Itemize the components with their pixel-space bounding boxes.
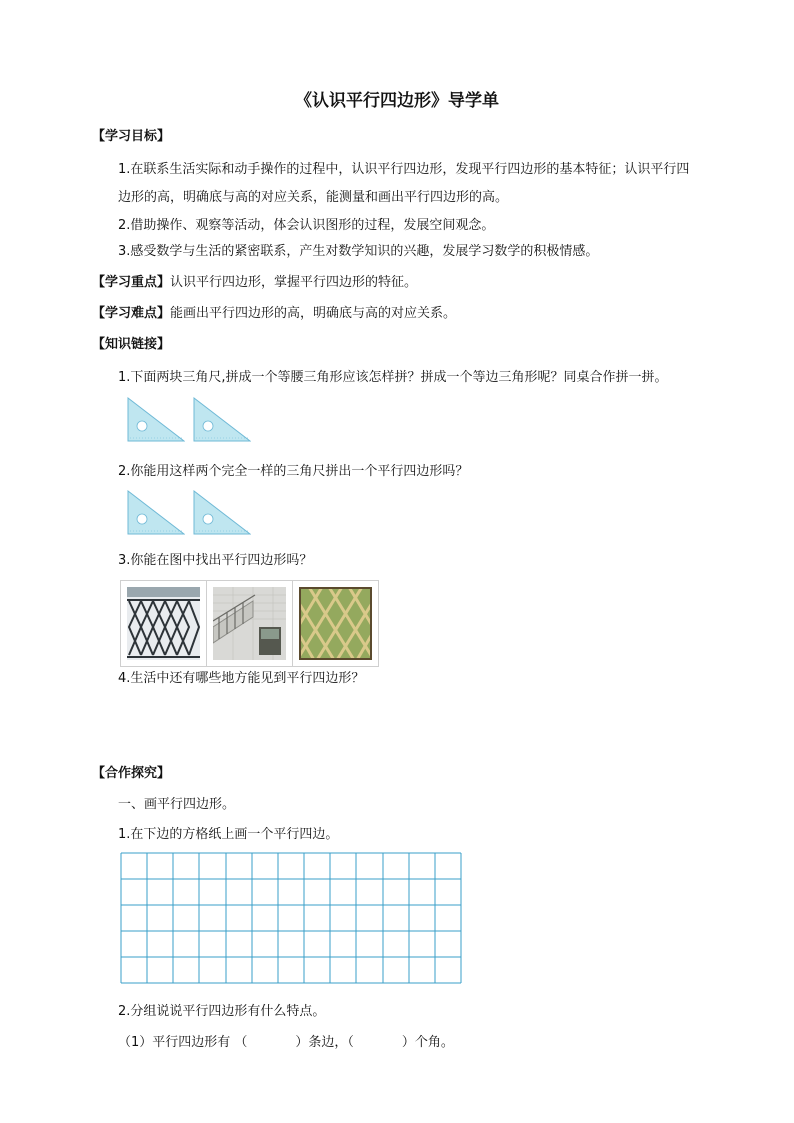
fill-part-c: ）个角。 bbox=[401, 1035, 454, 1050]
goal-3: 3.感受数学与生活的紧密联系，产生对数学知识的兴趣，发展学习数学的积极情感。 bbox=[118, 244, 599, 259]
key-point bbox=[92, 271, 417, 290]
goal-1-line-1: 1.在联系生活实际和动手操作的过程中，认识平行四边形，发现平行四边形的基本特征；认识平行四 bbox=[118, 162, 690, 177]
goal-1-line-2: 边形的高，明确底与高的对应关系，能测量和画出平行四边形的高。 bbox=[118, 190, 509, 205]
links-heading: 【知识链接】 bbox=[92, 337, 171, 352]
photo-folding-gate bbox=[120, 580, 207, 667]
fill-in-sentence bbox=[118, 1031, 454, 1050]
question-4: 4.生活中还有哪些地方能见到平行四边形？ bbox=[118, 671, 365, 686]
question-3: 3.你能在图中找出平行四边形吗？ bbox=[118, 553, 313, 568]
goals-heading: 【学习目标】 bbox=[92, 129, 171, 144]
difficulty-label: 【学习难点】 bbox=[92, 306, 171, 321]
goal-2: 2.借助操作、观察等活动，体会认识图形的过程，发展空间观念。 bbox=[118, 218, 495, 233]
difficulty-text: 能画出平行四边形的高，明确底与高的对应关系。 bbox=[170, 306, 457, 321]
question-2: 2.你能用这样两个完全一样的三角尺拼出一个平行四边形吗？ bbox=[118, 464, 469, 479]
set-square-icon bbox=[127, 397, 185, 442]
key-point-text: 认识平行四边形，掌握平行四边形的特征。 bbox=[170, 275, 418, 290]
explore-task-1: 1.在下边的方格纸上画一个平行四边。 bbox=[118, 827, 339, 842]
question-1: 1.下面两块三角尺,拼成一个等腰三角形应该怎样拼？拼成一个等边三角形呢？同桌合作拼一拼。 bbox=[118, 370, 668, 385]
page-title: 《认识平行四边形》导学单 bbox=[295, 91, 499, 111]
explore-part-1: 一、画平行四边形。 bbox=[118, 797, 236, 812]
explore-task-2: 2.分组说说平行四边形有什么特点。 bbox=[118, 1004, 326, 1019]
graph-paper-grid[interactable] bbox=[120, 852, 462, 984]
photo-lattice-fence bbox=[292, 580, 379, 667]
photo-staircase bbox=[206, 580, 293, 667]
set-square-icon bbox=[193, 397, 251, 442]
fill-part-a: （1）平行四边形有 （ bbox=[118, 1035, 248, 1050]
explore-heading: 【合作探究】 bbox=[92, 766, 171, 781]
set-square-icon bbox=[127, 490, 185, 535]
set-square-icon bbox=[193, 490, 251, 535]
fill-part-b: ）条边，（ bbox=[295, 1035, 354, 1050]
difficulty bbox=[92, 302, 456, 321]
key-point-label: 【学习重点】 bbox=[92, 275, 171, 290]
